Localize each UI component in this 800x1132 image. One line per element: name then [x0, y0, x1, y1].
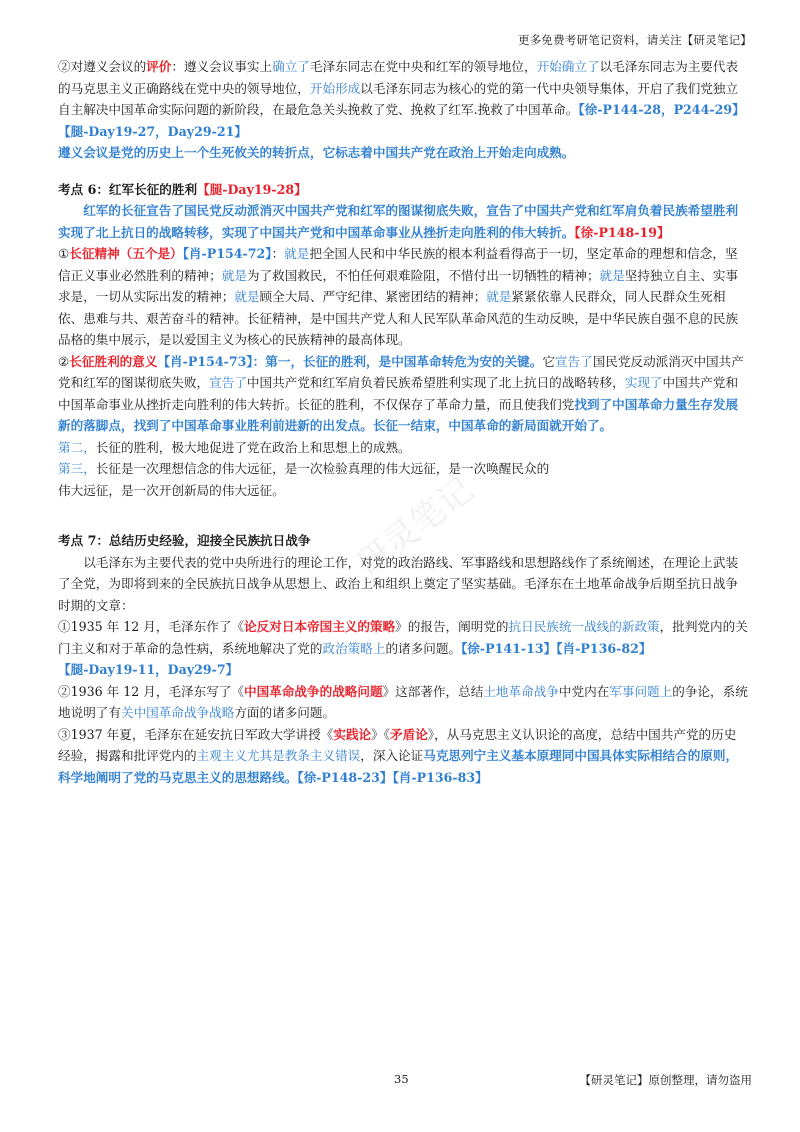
- mao-work-3: ③1937 年夏，毛泽东在延安抗日军政大学讲授《实践论》《矛盾论》，从马克思主义认识论的高度，总结中国共产党的历史经验，揭露和批评党内的主观主义尤其是教条主义错误，深入论证马克思列宁主义基本原理同中国具体实际相结合的原则，科学地阐明了党的马克思主义的思想路线。【徐-P148-23】【肖-P136-83】: [58, 726, 739, 785]
- header-note: 更多免费考研笔记资料，请关注【研灵笔记】: [518, 33, 752, 47]
- zunyi-evaluation-paragraph: ②对遵义会议的评价：遵义会议事实上确立了毛泽东同志在党中央和红军的领导地位，开始确立了以毛泽东同志为主要代表的马克思主义正确路线在党中央的领导地位，开始形成以毛泽东同志为核心的党的第一代中央领导集体，开启了我们党独立自主解决中国革命实际问题的新阶段，在最危急关头挽救了党、挽救了红军.挽救了中国革命。【徐-P144-28，P244-29】【腿-Day19-27，Day29-21】: [58, 59, 745, 139]
- section-7-intro: 以毛泽东为主要代表的党中央所进行的理论工作，对党的政治路线、军事路线和思想路线作了系统阐述，在理论上武装了全党，为即将到来的全民族抗日战争从思想上、政治上和组织上奠定了坚实基础。毛泽东在土地革命战争后期至抗日战争时期的文章：: [58, 554, 739, 613]
- document-body: [58, 56, 748, 788]
- significance-third: 第三，长征是一次理想信念的伟大远征，是一次检验真理的伟大远征，是一次唤醒民众的: [58, 461, 550, 476]
- significance-second: 第二，长征的胜利，极大地促进了党在政治上和思想上的成熟。: [58, 439, 411, 455]
- section-6-heading: 考点 6：红军长征的胜利【腿-Day19-28】: [58, 181, 307, 197]
- watermark: 研灵笔记: [349, 469, 482, 585]
- page-number: 35: [394, 1072, 409, 1086]
- long-march-spirit: ①长征精神（五个是）【肖-P154-72】：就是把全国人民和中华民族的根本利益看得高于一切，坚定革命的理想和信念，坚信正义事业必然胜利的精神；就是为了救国救民，不怕任何艰难险阻，不惜付出一切牺牲的精神；就是坚持独立自主、实事求是，一切从实际出发的精神；就是顾全大局、严守纪律、紧密团结的精神；就是紧紧依靠人民群众，同人民群众生死相依、患难与共、艰苦奋斗的精神。长征精神，是中国共产党人和人民军队革命风范的生动反映，是中华民族自强不息的民族品格的集中展示，是以爱国主义为核心的民族精神的最高体现。: [58, 246, 739, 347]
- section-7-heading: 考点 7：总结历史经验，迎接全民族抗日战争: [58, 533, 311, 548]
- mao-work-1: ①1935 年 12 月，毛泽东作了《论反对日本帝国主义的策略》的报告，阐明党的抗日民族统一战线的新政策，批判党内的关门主义和对于革命的急性病，系统地解决了党的政治策略上的诸多问题。【徐-P141-13】【肖-P136-82】 【腿-Day19-11，Day29-7】: [58, 619, 748, 677]
- mao-work-2: ②1936 年 12 月，毛泽东写了《中国革命战争的战略问题》这部著作，总结土地革命战争中党内在军事问题上的争论，系统地说明了有关中国革命战争战略方面的诸多问题。: [58, 683, 748, 720]
- long-march-significance: ②长征胜利的意义【肖-P154-73】：第一，长征的胜利，是中国革命转危为安的关键。它宣告了国民党反动派消灭中国共产党和红军的图谋彻底失败，宣告了中国共产党和红军肩负着民族希望胜利实现了北上抗日的战略转移，实现了中国共产党和中国革命事业从挫折走向胜利的伟大转折。长征的胜利，不仅保存了革命力量，而且使我们党找到了中国革命力量生存发展新的落脚点，找到了中国革命事业胜利前进新的出发点。长征一结束，中国革命的新局面就开始了。: [58, 353, 744, 433]
- section-6-intro: 红军的长征宣告了国民党反动派消灭中国共产党和红军的图谋彻底失败，宣告了中国共产党和红军肩负着民族希望胜利实现了北上抗日的战略转移，实现了中国共产党和中国革命事业从挫折走向胜利的伟大转折。【徐-P148-19】: [58, 203, 739, 240]
- significance-third-cont: 伟大远征，是一次开创新局的伟大远征。: [58, 482, 285, 498]
- footer-note: 【研灵笔记】原创整理，请勿盗用: [579, 1073, 752, 1087]
- zunyi-turning-point: 遵义会议是党的历史上一个生死攸关的转折点，它标志着中国共产党在政治上开始走向成熟。: [58, 145, 575, 160]
